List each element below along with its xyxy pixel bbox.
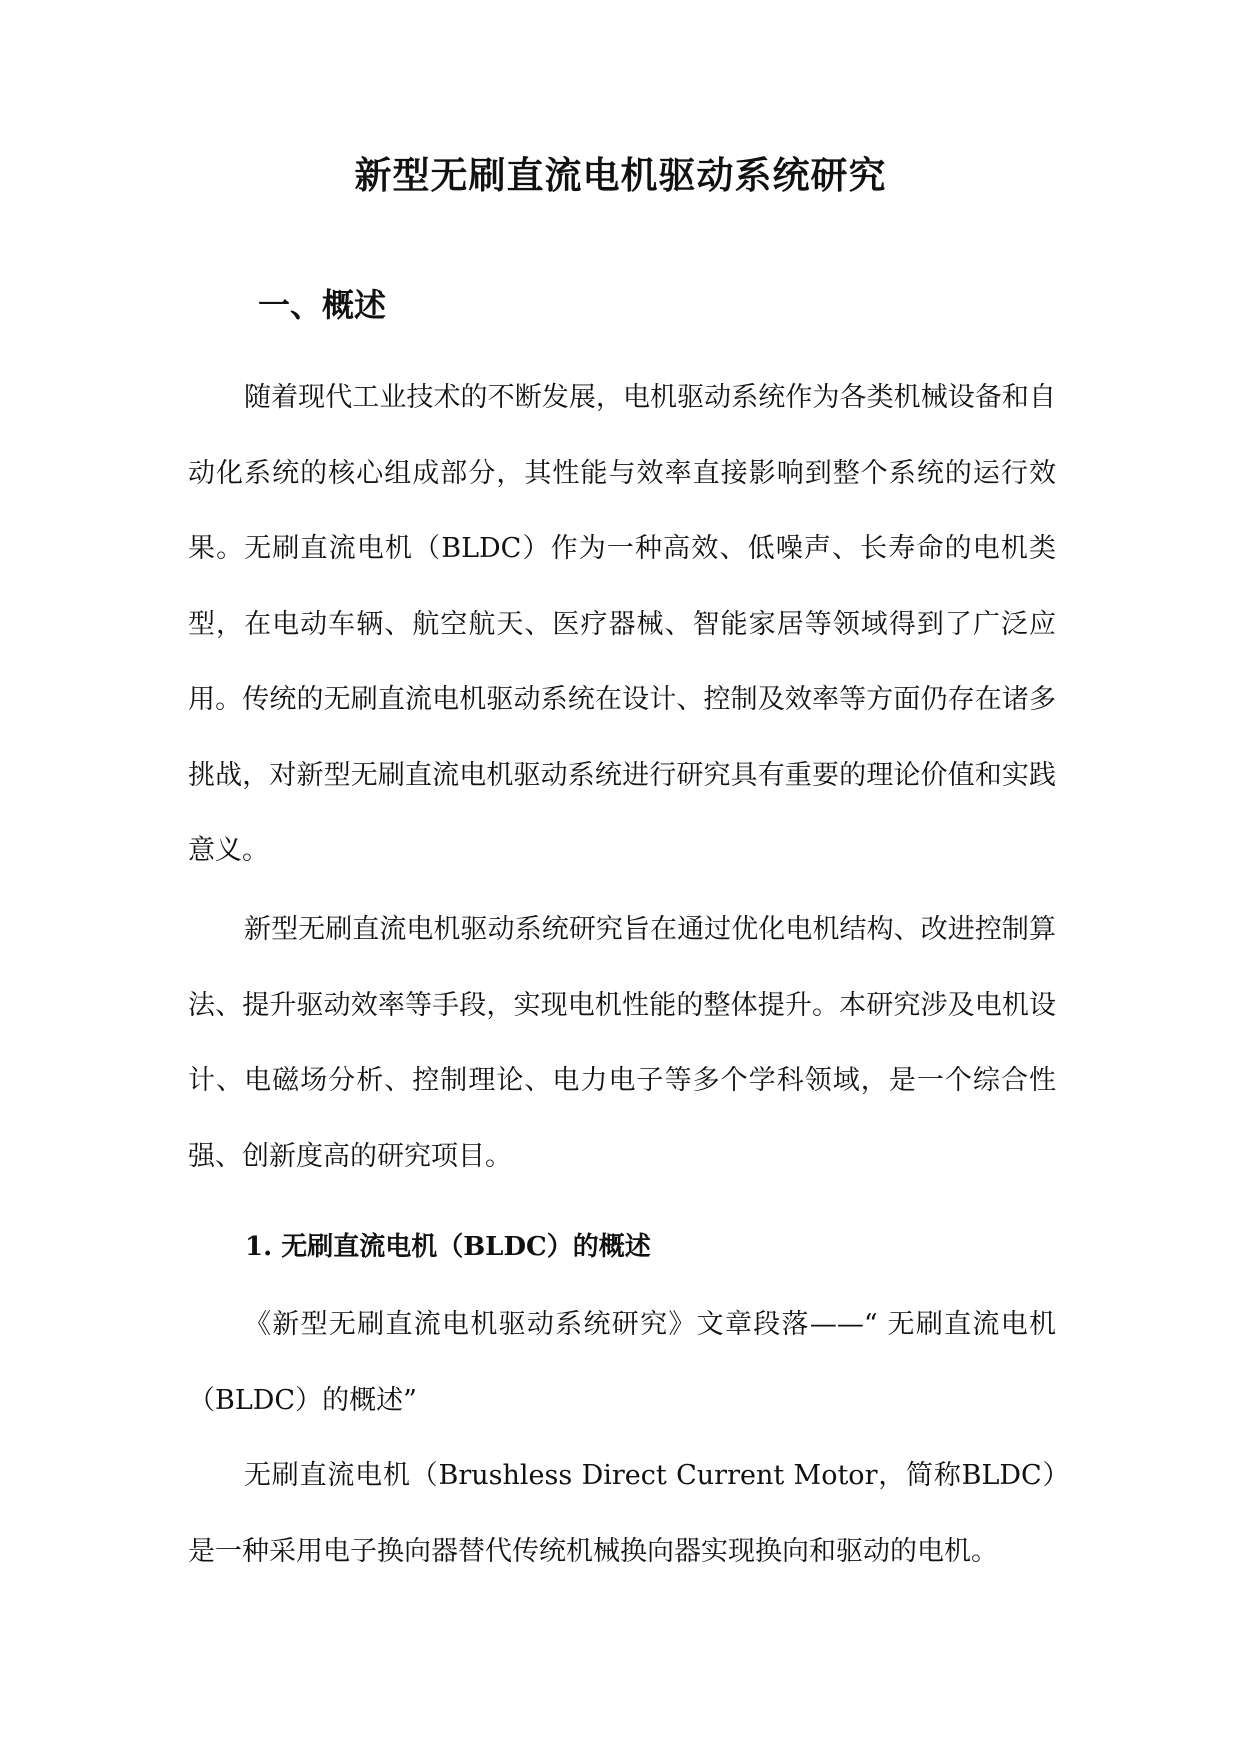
body-paragraph: 新型无刷直流电机驱动系统研究旨在通过优化电机结构、改进控制算法、提升驱动效率等手段，实现电机性能的整体提升。本研究涉及电机设计、电磁场分析、控制理论、电力电子等多个学科领域，是一个综合性强、创新度高的研究项目。: [188, 914, 1056, 1172]
body-paragraph: 无刷直流电机（Brushless Direct Current Motor，简称BLDC）是一种采用电子换向器替代传统机械换向器实现换向和驱动的电机。: [188, 1460, 1056, 1567]
subsection-heading-bldc: 1. 无刷直流电机（BLDC）的概述: [245, 1232, 651, 1262]
document-title: 新型无刷直流电机驱动系统研究: [354, 153, 887, 197]
body-paragraph: 《新型无刷直流电机驱动系统研究》文章段落——“ 无刷直流电机（BLDC）的概述”: [188, 1309, 1056, 1416]
section-heading-overview: 一、概述: [258, 286, 387, 324]
body-paragraph: 随着现代工业技术的不断发展，电机驱动系统作为各类机械设备和自动化系统的核心组成部分，其性能与效率直接影响到整个系统的运行效果。无刷直流电机（BLDC）作为一种高效、低噪声、长寿命的电机类型，在电动车辆、航空航天、医疗器械、智能家居等领域得到了广泛应用。传统的无刷直流电机驱动系统在设计、控制及效率等方面仍存在诸多挑战，对新型无刷直流电机驱动系统进行研究具有重要的理论价值和实践意义。: [188, 382, 1056, 866]
